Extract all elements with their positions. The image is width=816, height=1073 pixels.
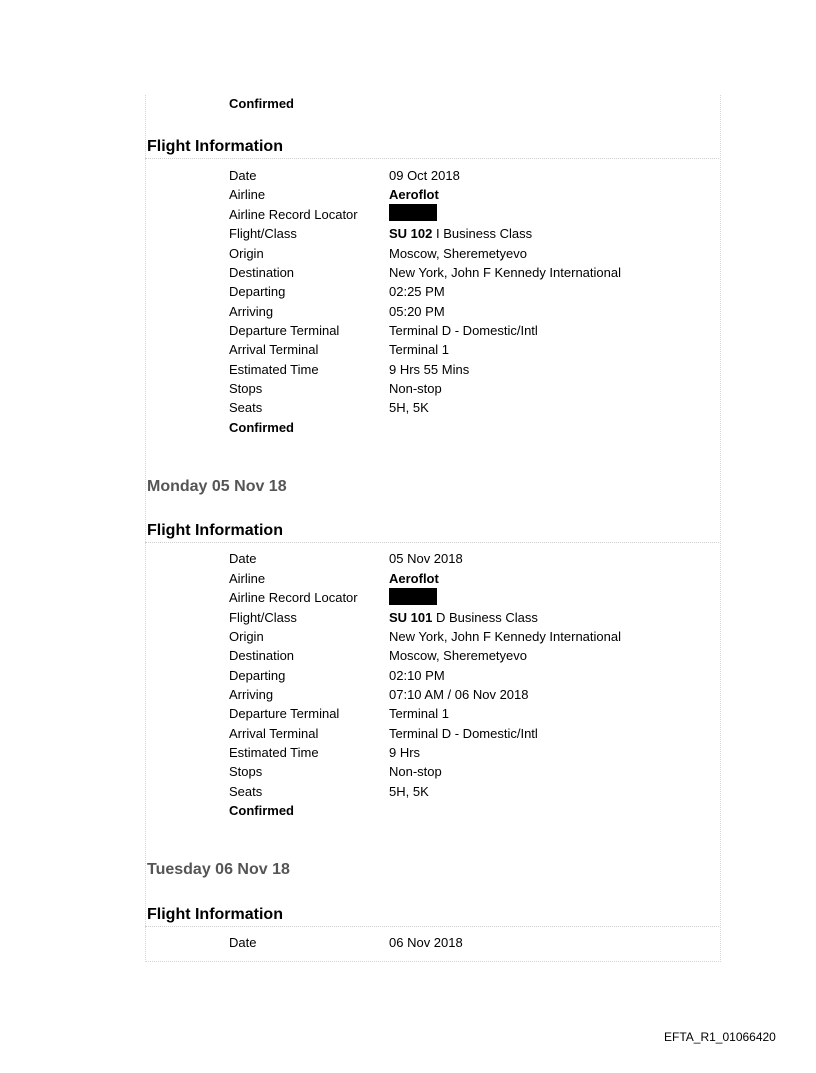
label-estimated-time: Estimated Time [229,745,319,760]
value-arriving: 05:20 PM [389,304,445,319]
label-destination: Destination [229,648,295,663]
value-departure-terminal: Terminal D - Domestic/Intl [389,323,538,338]
section-1-heading: Flight Information [147,138,287,156]
section-2-heading: Flight Information [147,522,287,540]
label-stops: Stops [229,381,263,396]
label-record-locator: Airline Record Locator [229,590,358,605]
value-seats: 5H, 5K [389,400,429,415]
label-arriving: Arriving [229,687,274,702]
flight-number: SU 101 [389,610,433,625]
label-seats: Seats [229,400,263,415]
label-airline: Airline [229,571,266,586]
class-text: D Business Class [436,610,538,625]
value-stops: Non-stop [389,764,442,779]
document-id: EFTA_R1_01066420 [664,1030,776,1044]
label-departure-terminal: Departure Terminal [229,706,340,721]
class-text: I Business Class [436,226,533,241]
day-title-monday: Monday 05 Nov 18 [147,478,287,495]
value-flight-class [389,610,538,625]
value-estimated-time: 9 Hrs 55 Mins [389,362,470,377]
label-origin: Origin [229,629,264,644]
value-arrival-terminal: Terminal 1 [389,342,449,357]
value-flight-class [389,226,532,241]
section-2-header [145,522,719,543]
redaction-box [389,588,437,605]
section-1-status: Confirmed [229,420,294,435]
redaction-box [389,204,437,221]
label-date: Date [229,551,257,566]
value-destination: Moscow, Sheremetyevo [389,648,528,663]
label-arrival-terminal: Arrival Terminal [229,726,319,741]
value-departing: 02:10 PM [389,668,445,683]
label-date: Date [229,168,257,183]
label-estimated-time: Estimated Time [229,362,319,377]
value-destination: New York, John F Kennedy International [389,265,621,280]
label-record-locator: Airline Record Locator [229,207,358,222]
day-title-tuesday: Tuesday 06 Nov 18 [147,861,290,878]
section-3-heading: Flight Information [147,906,287,924]
label-arriving: Arriving [229,304,274,319]
section-3-header [145,906,719,927]
flight-number: SU 102 [389,226,433,241]
label-arrival-terminal: Arrival Terminal [229,342,319,357]
value-airline: Aeroflot [389,571,439,586]
value-date: 06 Nov 2018 [389,935,463,950]
value-departure-terminal: Terminal 1 [389,706,449,721]
label-flight-class: Flight/Class [229,610,297,625]
label-date: Date [229,935,257,950]
value-date: 09 Oct 2018 [389,168,460,183]
section-1-header [145,138,719,159]
label-departure-terminal: Departure Terminal [229,323,340,338]
label-airline: Airline [229,187,266,202]
value-origin: Moscow, Sheremetyevo [389,246,528,261]
value-seats: 5H, 5K [389,784,429,799]
section-2-status: Confirmed [229,803,294,818]
label-departing: Departing [229,284,286,299]
value-estimated-time: 9 Hrs [389,745,421,760]
label-seats: Seats [229,784,263,799]
value-date: 05 Nov 2018 [389,551,463,566]
top-status: Confirmed [229,96,294,111]
label-flight-class: Flight/Class [229,226,297,241]
value-departing: 02:25 PM [389,284,445,299]
label-departing: Departing [229,668,286,683]
value-stops: Non-stop [389,381,442,396]
label-origin: Origin [229,246,264,261]
value-arriving: 07:10 AM / 06 Nov 2018 [389,687,529,702]
value-arrival-terminal: Terminal D - Domestic/Intl [389,726,538,741]
label-destination: Destination [229,265,295,280]
label-stops: Stops [229,764,263,779]
value-origin: New York, John F Kennedy International [389,629,621,644]
value-airline: Aeroflot [389,187,439,202]
